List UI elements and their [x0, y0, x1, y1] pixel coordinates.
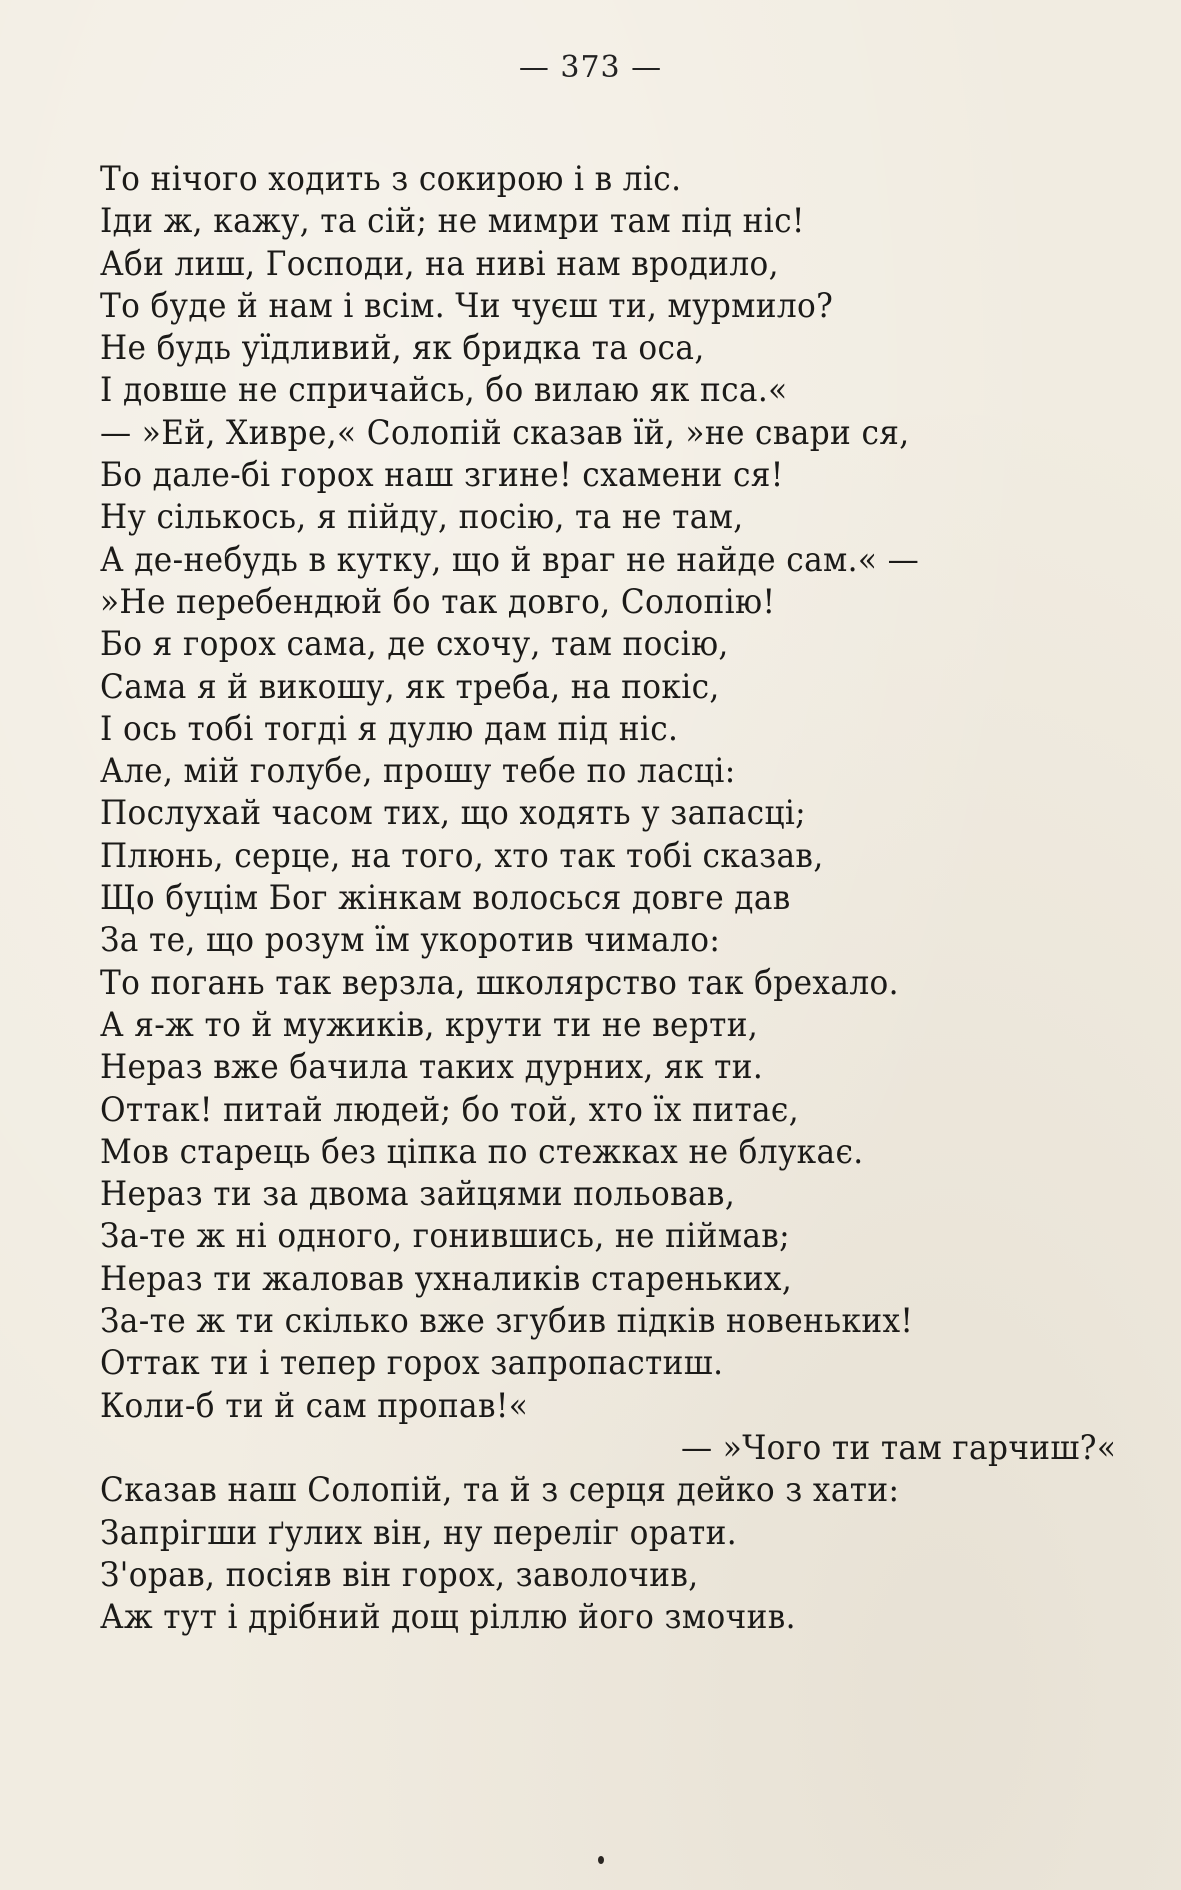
poem-line: То погань так верзла, школярство так брехало.: [100, 962, 899, 1002]
poem-line: Мов старець без ціпка по стежках не блукає.: [100, 1131, 864, 1171]
poem-line: Нераз вже бачила таких дурних, як ти.: [100, 1047, 764, 1087]
poem-line: Сама я й викошу, як треба, на покіс,: [100, 666, 720, 706]
poem-line: Коли-б ти й сам пропав!«: [100, 1385, 529, 1425]
poem-line: Аби лиш, Господи, на ниві нам вродило,: [100, 243, 779, 283]
poem-line: Оттак ти і тепер горох запропастиш.: [100, 1343, 724, 1383]
poem-line: То нічого ходить з сокирою і в ліс.: [100, 159, 682, 198]
poem-line: За те, що розум їм укоротив чимало:: [100, 920, 721, 960]
poem-line: То буде й нам і всім. Чи чуєш ти, мурмило?: [100, 285, 834, 325]
poem-line: За-те ж ні одного, гонившись, не піймав;: [100, 1216, 791, 1256]
poem-line: Що буцім Бог жінкам волосься довге дав: [100, 878, 791, 918]
poem-line: А я-ж то й мужиків, крути ти не верти,: [100, 1004, 759, 1044]
poem-line: Запрігши ґулих він, ну переліг орати.: [100, 1512, 738, 1552]
poem-line: І довше не спричайсь, бо вилаю як пса.«: [100, 370, 788, 410]
poem-line: І ось тобі тогді я дулю дам під ніс.: [100, 708, 679, 748]
poem-line: Послухай часом тих, що ходять у запасці;: [100, 793, 807, 833]
poem-line: »Не перебендюй бо так довго, Солопію!: [100, 581, 776, 621]
poem-line: Але, мій голубе, прошу тебе по ласці:: [100, 751, 736, 791]
poem-line: Плюнь, серце, на того, хто так тобі сказав,: [100, 835, 824, 875]
ink-speck: [598, 1856, 604, 1864]
poem-line: Бо дале-бі горох наш згине! схамени ся!: [100, 455, 784, 495]
poem-line: А де-небудь в кутку, що й враг не найде сам.« —: [100, 539, 920, 579]
page-number: — 373 —: [518, 50, 663, 85]
poem-line: Сказав наш Солопій, та й з серця дейко з хати:: [100, 1470, 900, 1510]
poem-line: Нераз ти за двома зайцями польовав,: [100, 1174, 736, 1214]
poem-line: За-те ж ти скілько вже згубив підків новеньких!: [100, 1301, 914, 1341]
poem-line: Нераз ти жаловав ухналиків стареньких,: [100, 1258, 793, 1298]
poem-line: Бо я горох сама, де схочу, там посію,: [100, 624, 729, 664]
poem-line: Оттак! питай людей; бо той, хто їх питає,: [100, 1089, 800, 1129]
poem-line: З'орав, посіяв він горох, заволочив,: [100, 1554, 699, 1594]
poem-line: Аж тут і дрібний дощ ріллю його змочив.: [100, 1597, 796, 1637]
poem-line: Іди ж, кажу, та сій; не мимри там під ніс!: [100, 201, 805, 241]
poem-line: — »Ей, Хивре,« Солопій сказав їй, »не свари ся,: [100, 412, 910, 452]
poem-line: Не будь уїдливий, як бридка та оса,: [100, 328, 705, 368]
poem-line: Ну сількось, я пійду, посію, та не там,: [100, 497, 744, 537]
poem-text: [100, 158, 1120, 1638]
poem-line-right-aligned: — »Чого ти там гарчиш?«: [680, 1427, 1117, 1467]
